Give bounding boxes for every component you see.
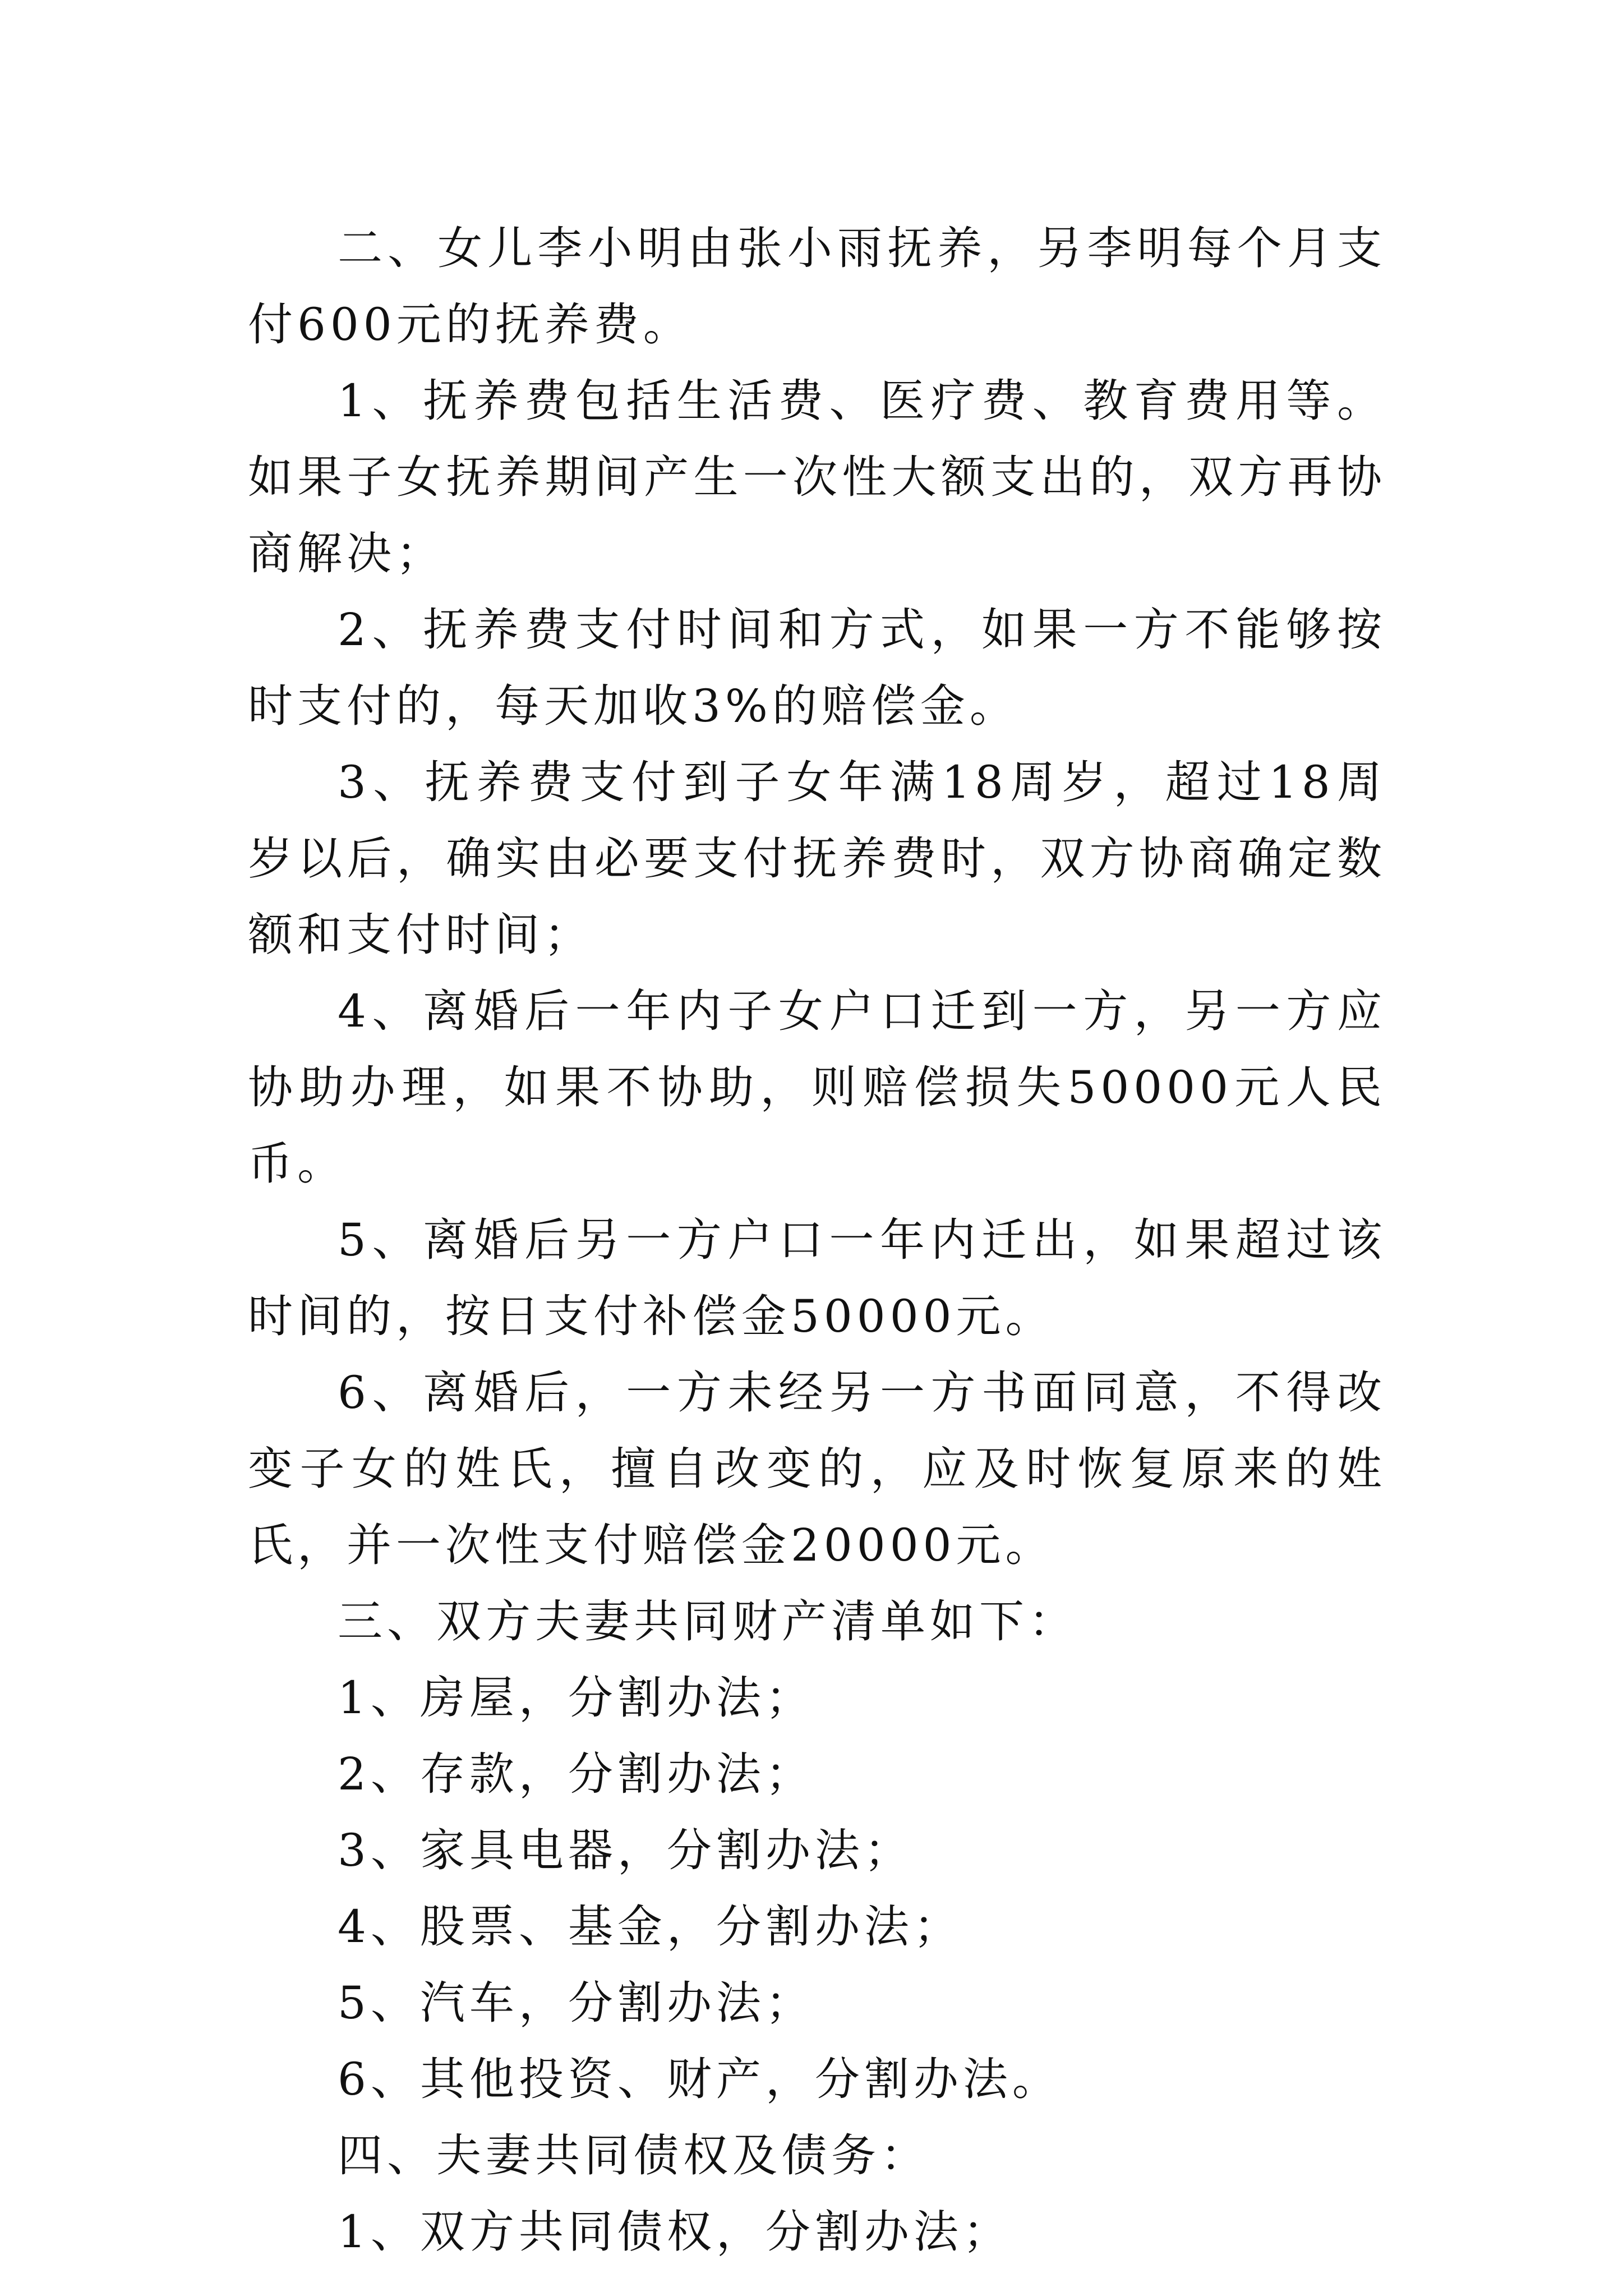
paragraph-household-registration: 4、离婚后一年内子女户口迁到一方，另一方应协助办理，如果不协助，则赔偿损失50000元人民币。 <box>248 985 1386 1190</box>
heading-debts: 四、夫妻共同债权及债务： <box>338 2129 930 2182</box>
paragraph-custody: 二、女儿李小明由张小雨抚养，另李明每个月支付600元的抚养费。 <box>248 222 1386 351</box>
list-item-furniture: 3、家具电器，分割办法； <box>338 1824 914 1876</box>
list-item-claims: 1、双方共同债权，分割办法； <box>338 2206 1012 2258</box>
paragraph-payment-duration: 3、抚养费支付到子女年满18周岁，超过18周岁以后，确实由必要支付抚养费时，双方协商确定数额和支付时间； <box>248 756 1386 961</box>
paragraph-surname: 6、离婚后，一方未经另一方书面同意，不得改变子女的姓氏，擅自改变的，应及时恢复原来的姓氏，并一次性支付赔偿金20000元。 <box>248 1366 1386 1571</box>
list-item-savings: 2、存款，分割办法； <box>338 1748 815 1800</box>
list-item-other-assets: 6、其他投资、财产，分割办法。 <box>338 2053 1062 2105</box>
document-body <box>248 210 1386 2270</box>
heading-property-list: 三、双方夫妻共同财产清单如下： <box>338 1595 1078 1648</box>
paragraph-move-out: 5、离婚后另一方户口一年内迁出，如果超过该时间的，按日支付补偿金50000元。 <box>248 1214 1386 1342</box>
paragraph-support-scope: 1、抚养费包括生活费、医疗费、教育费用等。如果子女抚养期间产生一次性大额支出的，双方再协商解决； <box>248 375 1386 579</box>
list-item-house: 1、房屋，分割办法； <box>338 1672 815 1724</box>
paragraph-payment-method: 2、抚养费支付时间和方式，如果一方不能够按时支付的，每天加收3%的赔偿金。 <box>248 604 1386 732</box>
list-item-car: 5、汽车，分割办法； <box>338 1977 815 2029</box>
list-item-stocks: 4、股票、基金，分割办法； <box>338 1901 963 1953</box>
